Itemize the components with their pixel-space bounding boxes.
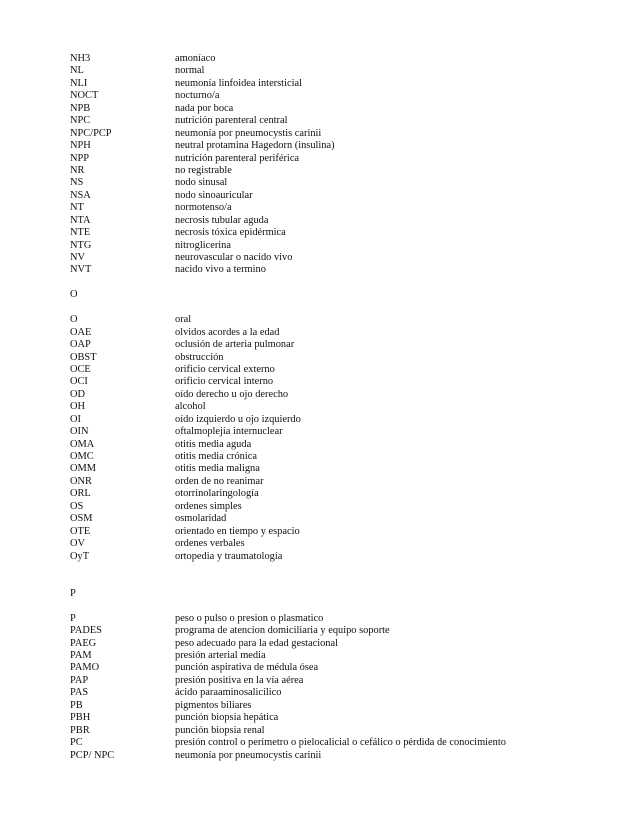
- glossary-row: [70, 252, 610, 264]
- abbreviation: OD: [70, 388, 86, 400]
- definition: amoníaco: [175, 53, 216, 64]
- abbreviation: PAEG: [70, 637, 97, 649]
- glossary-row: [70, 364, 610, 376]
- definition: otitis media maligna: [175, 463, 260, 475]
- glossary-row: [70, 327, 610, 339]
- abbreviation: NV: [70, 252, 86, 263]
- definition: ordenes verbales: [175, 538, 245, 550]
- glossary-row: [70, 700, 610, 712]
- abbreviation: OBST: [70, 351, 97, 363]
- glossary-row: [70, 389, 610, 401]
- definition: nitroglicerina: [175, 239, 231, 251]
- glossary-row: [70, 314, 610, 326]
- definition: nodo sinusal: [175, 177, 228, 189]
- abbreviation: OI: [70, 413, 81, 425]
- definition: no registrable: [175, 164, 232, 176]
- definition: oído izquierdo u ojo izquierdo: [175, 413, 301, 425]
- definition: presión positiva en la vía aérea: [175, 674, 304, 686]
- abbreviation: OMC: [70, 451, 94, 462]
- glossary-row: [70, 177, 610, 189]
- definition: nacido vivo a termino: [175, 264, 266, 276]
- abbreviation: PC: [70, 737, 83, 749]
- definition: programa de atencion domiciliaria y equipo soporte: [175, 625, 390, 637]
- definition: necrosis tóxica epidérmica: [175, 227, 286, 239]
- glossary-row: [70, 551, 610, 563]
- section-spacer: [70, 302, 610, 314]
- definition: orden de no reanimar: [175, 475, 264, 487]
- abbreviation: PAM: [70, 650, 92, 662]
- glossary-row: [70, 625, 610, 637]
- abbreviation: OAP: [70, 339, 91, 351]
- abbreviation: ORL: [70, 488, 91, 500]
- definition: punción aspirativa de médula ósea: [175, 662, 319, 674]
- glossary-row: [70, 401, 610, 413]
- abbreviation: NVT: [70, 264, 92, 276]
- abbreviation: PAS: [70, 687, 89, 699]
- glossary-row: [70, 476, 610, 488]
- glossary-row: [70, 215, 610, 227]
- glossary-row: [70, 463, 610, 475]
- glossary-row: [70, 737, 610, 749]
- glossary-row: [70, 53, 610, 65]
- glossary-row: [70, 638, 610, 650]
- definition: normotenso/a: [175, 202, 232, 214]
- abbreviation: OTE: [70, 525, 91, 537]
- abbreviation: OCI: [70, 376, 88, 388]
- glossary-row: [70, 513, 610, 525]
- glossary-row: [70, 78, 610, 90]
- abbreviation: ONR: [70, 475, 92, 487]
- abbreviation: NTE: [70, 227, 91, 239]
- definition: nodo sinoauricular: [175, 189, 253, 201]
- abbreviation: NH3: [70, 53, 91, 64]
- abbreviation: OV: [70, 538, 86, 550]
- glossary-row: [70, 501, 610, 513]
- abbreviation: NPP: [70, 152, 90, 164]
- abbreviation: NTG: [70, 239, 92, 251]
- glossary-row: [70, 488, 610, 500]
- glossary-row: [70, 451, 610, 463]
- glossary-row: [70, 90, 610, 102]
- definition: alcohol: [175, 401, 206, 413]
- definition: otitis media crónica: [175, 451, 257, 462]
- glossary-row: [70, 202, 610, 214]
- abbreviation: PCP/ NPC: [70, 749, 115, 761]
- glossary-row: [70, 115, 610, 127]
- definition: nocturno/a: [175, 90, 220, 102]
- glossary-row: [70, 725, 610, 737]
- definition: ácido paraaminosalicílico: [175, 687, 282, 699]
- glossary-row: [70, 140, 610, 152]
- definition: nutrición parenteral central: [175, 115, 288, 127]
- glossary-row: [70, 240, 610, 252]
- glossary-row: [70, 264, 610, 276]
- definition: normal: [175, 65, 205, 77]
- section-letter: P: [70, 587, 76, 599]
- glossary-row: [70, 414, 610, 426]
- definition: oftalmoplejía internuclear: [175, 426, 283, 438]
- definition: obstrucción: [175, 351, 224, 363]
- definition: necrosis tubular aguda: [175, 214, 269, 226]
- glossary-row: [70, 103, 610, 115]
- definition: peso o pulso o presion o plasmatico: [175, 612, 324, 624]
- abbreviation: NPC: [70, 115, 91, 127]
- glossary-row: [70, 227, 610, 239]
- glossary-row: [70, 439, 610, 451]
- abbreviation: NPB: [70, 102, 91, 114]
- glossary-row: [70, 650, 610, 662]
- definition: oído derecho u ojo derecho: [175, 388, 289, 400]
- definition: orificio cervical interno: [175, 376, 274, 388]
- abbreviation: OSM: [70, 513, 93, 525]
- definition: olvidos acordes a la edad: [175, 326, 280, 338]
- definition: nutrición parenteral periférica: [175, 152, 300, 164]
- abbreviation: OMA: [70, 438, 95, 450]
- glossary-row: [70, 538, 610, 550]
- section-spacer: [70, 600, 610, 612]
- definition: oral: [175, 314, 192, 326]
- definition: presión arterial media: [175, 650, 266, 662]
- definition: nada por boca: [175, 102, 234, 114]
- definition: osmolaridad: [175, 513, 227, 525]
- definition: neumonía por pneumocystis carinii: [175, 127, 322, 139]
- definition: oclusión de arteria pulmonar: [175, 339, 295, 351]
- abbreviation: PAMO: [70, 662, 100, 674]
- glossary-row: [70, 165, 610, 177]
- abbreviation: OAE: [70, 326, 92, 338]
- section-spacer: [70, 277, 610, 289]
- abbreviation: NS: [70, 177, 84, 189]
- definition: ortopedia y traumatología: [175, 550, 283, 562]
- glossary-row: [70, 526, 610, 538]
- glossary-row: [70, 613, 610, 625]
- glossary-row: [70, 426, 610, 438]
- definition: orientado en tiempo y espacio: [175, 525, 300, 537]
- abbreviation: OyT: [70, 550, 90, 562]
- definition: neurovascular o nacido vivo: [175, 252, 293, 263]
- abbreviation: NT: [70, 202, 84, 214]
- glossary-row: [70, 687, 610, 699]
- definition: orificio cervical externo: [175, 363, 275, 375]
- abbreviation: NPC/PCP: [70, 127, 112, 139]
- glossary-row: [70, 190, 610, 202]
- abbreviation: OCE: [70, 363, 91, 375]
- definition: otitis media aguda: [175, 438, 252, 450]
- definition: punción biopsia hepática: [175, 712, 279, 724]
- abbreviation: PBR: [70, 724, 90, 736]
- abbreviation: NPH: [70, 140, 91, 152]
- abbreviation: OH: [70, 401, 86, 413]
- abbreviation: PAP: [70, 674, 89, 686]
- glossary-row: [70, 352, 610, 364]
- glossary-row: [70, 65, 610, 77]
- definition: neumonía linfoidea intersticial: [175, 77, 302, 89]
- abbreviation: NSA: [70, 189, 91, 201]
- glossary-row: [70, 128, 610, 140]
- abbreviation: PB: [70, 699, 83, 711]
- abbreviation: OS: [70, 500, 84, 512]
- definition: pigmentos biliares: [175, 699, 252, 711]
- glossary-row: [70, 662, 610, 674]
- definition: presión control o perímetro o pielocalicial o cefálico o pérdida de conocimiento: [175, 737, 506, 749]
- abbreviation: P: [70, 612, 76, 624]
- glossary-document: [70, 53, 610, 762]
- abbreviation: OMM: [70, 463, 96, 475]
- section-letter: O: [70, 289, 78, 301]
- abbreviation: OIN: [70, 426, 89, 438]
- abbreviation: NLI: [70, 77, 88, 89]
- definition: peso adecuado para la edad gestacional: [175, 637, 338, 649]
- definition: punción biopsia renal: [175, 724, 265, 736]
- definition: neumonía por pneumocystis carinii: [175, 749, 322, 761]
- glossary-row: [70, 675, 610, 687]
- glossary-row: [70, 339, 610, 351]
- abbreviation: PBH: [70, 712, 91, 724]
- definition: ordenes simples: [175, 500, 242, 512]
- glossary-row: [70, 712, 610, 724]
- glossary-row: [70, 376, 610, 388]
- section-spacer: [70, 563, 610, 588]
- definition: otorrinolaringología: [175, 488, 259, 500]
- abbreviation: NR: [70, 164, 85, 176]
- definition: neutral protamina Hagedorn (insulina): [175, 140, 335, 152]
- glossary-row: [70, 750, 610, 762]
- abbreviation: PADES: [70, 625, 102, 637]
- abbreviation: NTA: [70, 214, 91, 226]
- glossary-row: [70, 153, 610, 165]
- abbreviation: NOCT: [70, 90, 99, 102]
- abbreviation: O: [70, 314, 78, 326]
- abbreviation: NL: [70, 65, 84, 77]
